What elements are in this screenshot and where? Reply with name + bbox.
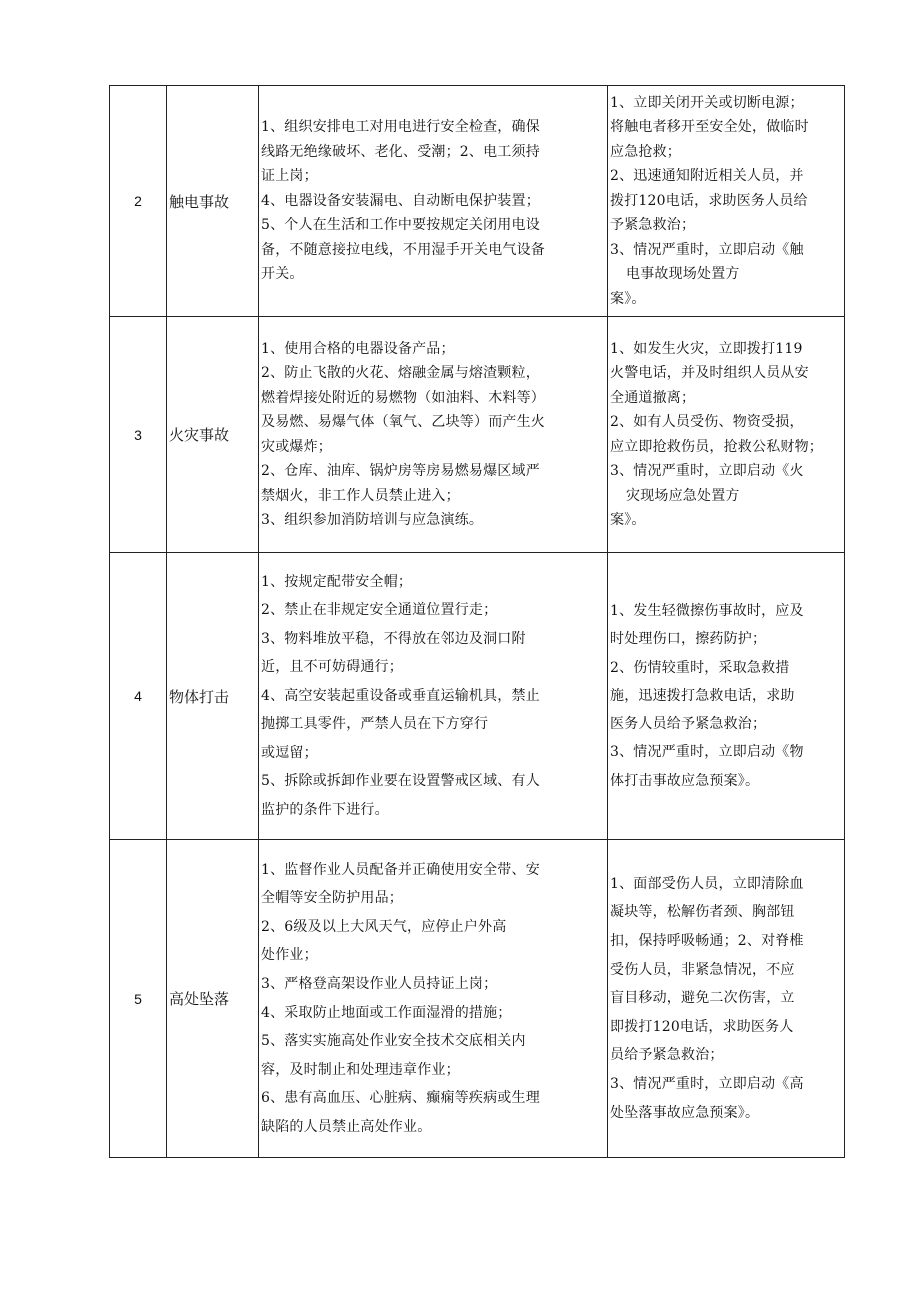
prevention-line: 线路无绝缘破坏、老化、受潮；2、电工须持 — [261, 143, 540, 160]
response-line: 体打击事故应急预案》。 — [610, 772, 760, 789]
prevention-line: 6、患有高血压、心脏病、癫痫等疾病或生理 — [261, 1090, 540, 1107]
prevention-line: 4、高空安装起重设备或垂直运输机具，禁止 — [261, 687, 540, 704]
prevention-line: 证上岗； — [261, 168, 318, 185]
prevention-line: 开关。 — [261, 266, 304, 283]
prevention-line: 抛掷工具零件，严禁人员在下方穿行 — [261, 716, 489, 733]
response-line: 凝块等，松解伤者颈、胸部钮 — [610, 904, 795, 921]
response-line: 2、伤情较重时，采取急救措 — [610, 659, 790, 676]
response-line: 1、面部受伤人员，立即清除血 — [610, 875, 804, 892]
table-row — [110, 86, 845, 317]
response-line: 将触电者移开至安全处，做临时 — [610, 119, 809, 136]
response-line: 应急抢救； — [610, 143, 681, 160]
response-line: 处坠落事故应急预案》。 — [610, 1104, 760, 1121]
accident-type: 火灾事故 — [167, 317, 259, 553]
row-number: 4 — [110, 553, 167, 840]
table-row — [110, 840, 845, 1158]
accident-type: 高处坠落 — [167, 840, 259, 1158]
prevention-line: 1、监督作业人员配备并正确使用安全带、安 — [261, 861, 540, 878]
response-line: 员给予紧急救治； — [610, 1047, 724, 1064]
prevention-line: 灾或爆炸； — [261, 438, 332, 455]
prevention-measures — [259, 317, 608, 553]
prevention-line: 或逗留； — [261, 744, 318, 761]
emergency-response — [608, 86, 845, 317]
prevention-line: 燃着焊接处附近的易燃物（如油料、木料等） — [261, 389, 545, 406]
emergency-response — [608, 317, 845, 553]
prevention-line: 2、6级及以上大风天气，应停止户外高 — [261, 918, 507, 935]
response-line: 拨打120电话，求助医务人员给 — [610, 192, 808, 209]
table-row — [110, 553, 845, 840]
response-line: 施，迅速拨打急救电话，求助 — [610, 687, 795, 704]
prevention-line: 处作业； — [261, 947, 318, 964]
row-number: 2 — [110, 86, 167, 317]
prevention-line: 监护的条件下进行。 — [261, 801, 389, 818]
emergency-response — [608, 840, 845, 1158]
prevention-line: 2、仓库、油库、锅炉房等房易燃易爆区域严 — [261, 463, 540, 479]
response-line: 盲目移动，避免二次伤害，立 — [610, 990, 795, 1007]
response-line: 电事故现场处置方 — [626, 266, 740, 283]
prevention-line: 4、采取防止地面或工作面湿滑的措施； — [261, 1004, 512, 1021]
row-number: 5 — [110, 840, 167, 1158]
response-line: 医务人员给予紧急救治； — [610, 716, 767, 733]
accident-type: 物体打击 — [167, 553, 259, 840]
prevention-line: 5、落实实施高处作业安全技术交底相关内 — [261, 1033, 526, 1050]
response-line: 案》。 — [610, 290, 646, 307]
row-number: 3 — [110, 317, 167, 553]
response-line: 3、情况严重时，立即启动《触 — [610, 241, 804, 258]
prevention-line: 2、禁止在非规定安全通道位置行走； — [261, 602, 498, 619]
prevention-line: 1、按规定配带安全帽； — [261, 573, 413, 590]
response-line: 2、如有人员受伤、物资受损， — [610, 414, 804, 430]
prevention-line: 4、电器设备安装漏电、自动断电保护装置； — [261, 192, 540, 209]
prevention-line: 容，及时制止和处理违章作业； — [261, 1061, 460, 1078]
prevention-line: 近，且不可妨碍通行； — [261, 659, 403, 676]
prevention-line: 3、严格登高架设作业人员持证上岗； — [261, 975, 498, 992]
prevention-line: 5、个人在生活和工作中要按规定关闭用电设 — [261, 217, 540, 234]
response-line: 火警电话，并及时组织人员从安 — [610, 365, 809, 381]
response-line: 3、情况严重时，立即启动《物 — [610, 744, 804, 761]
accident-type: 触电事故 — [167, 86, 259, 317]
response-line: 受伤人员，非紧急情况，不应 — [610, 961, 795, 978]
prevention-line: 缺陷的人员禁止高处作业。 — [261, 1118, 432, 1135]
prevention-line: 3、物料堆放平稳，不得放在邻边及洞口附 — [261, 630, 526, 647]
response-line: 予紧急救治； — [610, 217, 696, 234]
prevention-line: 1、组织安排电工对用电进行安全检查，确保 — [261, 119, 540, 136]
prevention-line: 3、组织参加消防培训与应急演练。 — [261, 512, 484, 528]
prevention-line: 2、防止飞散的火花、熔融金属与熔渣颗粒， — [261, 365, 540, 381]
response-line: 全通道撤离； — [610, 389, 696, 406]
emergency-response — [608, 553, 845, 840]
prevention-line: 全帽等安全防护用品； — [261, 890, 403, 907]
response-line: 3、情况严重时，立即启动《高 — [610, 1075, 804, 1092]
prevention-measures — [259, 86, 608, 317]
table-row — [110, 317, 845, 553]
response-line: 扣，保持呼吸畅通；2、对脊椎 — [610, 933, 804, 950]
prevention-line: 及易燃、易爆气体（氧气、乙块等）而产生火 — [261, 414, 545, 430]
response-line: 3、情况严重时，立即启动《火 — [610, 463, 804, 479]
response-line: 2、迅速通知附近相关人员，并 — [610, 168, 804, 185]
response-line: 案》。 — [610, 512, 646, 528]
response-line: 1、如发生火灾，立即拨打119 — [610, 340, 803, 357]
response-line: 时处理伤口，擦药防护； — [610, 631, 767, 648]
prevention-line: 5、拆除或拆卸作业要在设置警戒区域、有人 — [261, 773, 540, 790]
hazard-table — [109, 85, 845, 1158]
response-line: 应立即抢救伤员，抢救公私财物； — [610, 438, 823, 455]
prevention-measures — [259, 553, 608, 840]
prevention-line: 备，不随意接拉电线，不用湿手开关电气设备 — [261, 241, 545, 258]
prevention-line: 1、使用合格的电器设备产品； — [261, 340, 455, 357]
response-line: 即拨打120电话，求助医务人 — [610, 1018, 794, 1035]
response-line: 1、立即关闭开关或切断电源； — [610, 94, 804, 111]
response-line: 1、发生轻微擦伤事故时，应及 — [610, 602, 804, 619]
prevention-line: 禁烟火，非工作人员禁止进入； — [261, 487, 460, 504]
prevention-measures — [259, 840, 608, 1158]
response-line: 灾现场应急处置方 — [626, 487, 740, 504]
